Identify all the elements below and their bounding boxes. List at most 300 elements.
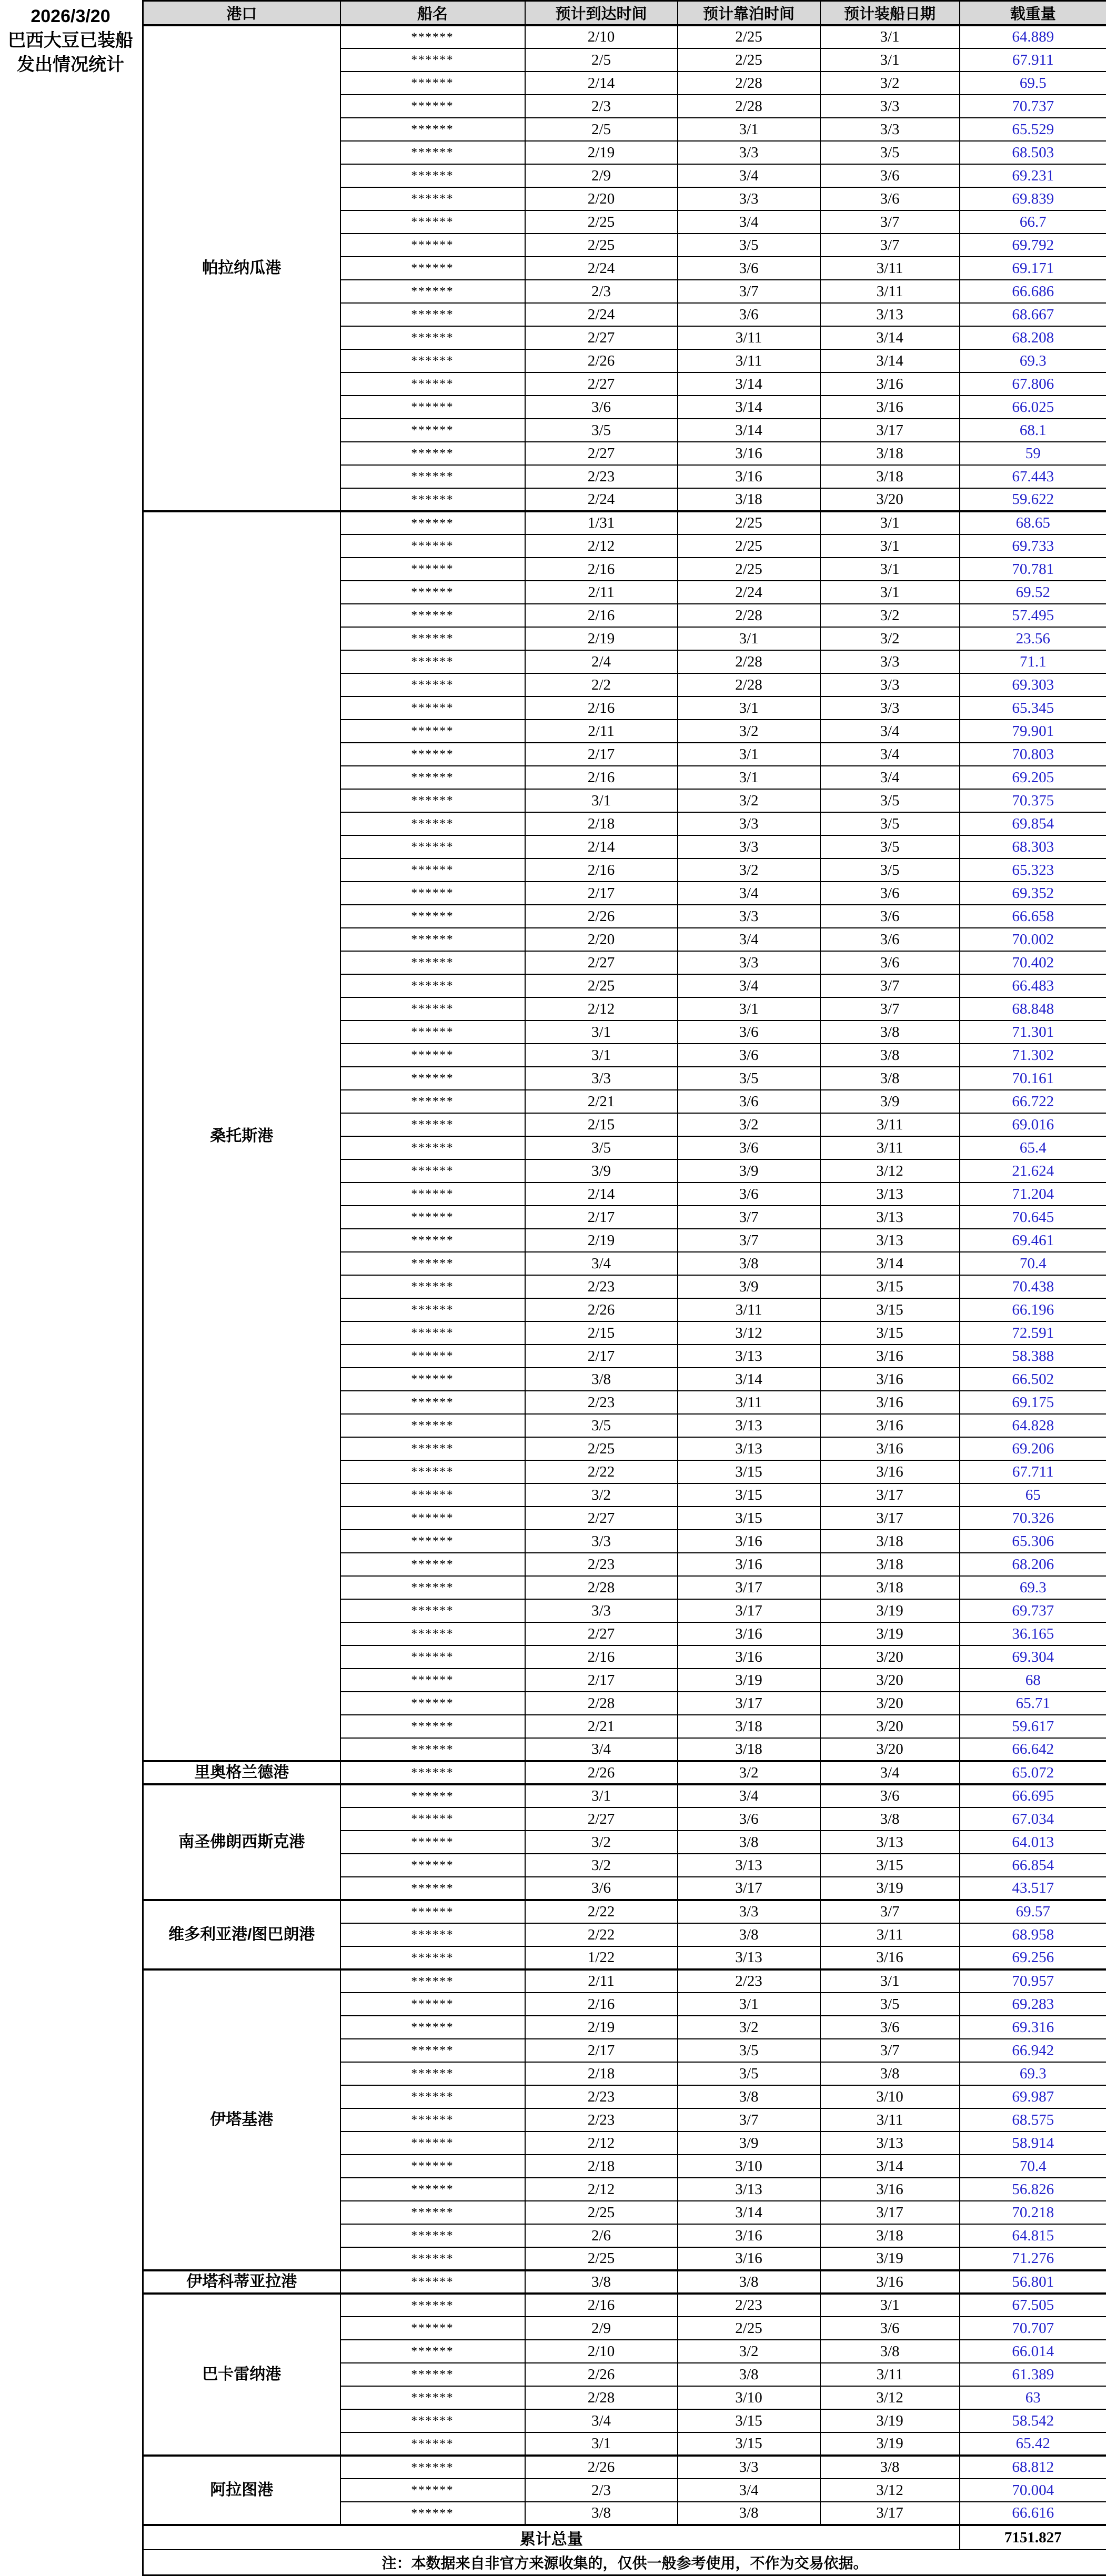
dwt-cell[interactable]: 67.911 xyxy=(960,48,1106,72)
load-date-cell[interactable]: 3/8 xyxy=(820,2062,960,2085)
eta-cell[interactable]: 2/27 xyxy=(525,326,678,349)
eta-cell[interactable]: 2/15 xyxy=(525,1321,678,1345)
berth-cell[interactable]: 3/3 xyxy=(678,951,820,974)
berth-cell[interactable]: 3/15 xyxy=(678,2432,820,2456)
berth-cell[interactable]: 2/25 xyxy=(678,2317,820,2340)
eta-cell[interactable]: 2/23 xyxy=(525,1275,678,1298)
berth-cell[interactable]: 3/9 xyxy=(678,1159,820,1183)
load-date-cell[interactable]: 3/5 xyxy=(820,141,960,164)
ship-name-cell[interactable]: ****** xyxy=(340,720,525,743)
ship-name-cell[interactable]: ****** xyxy=(340,2432,525,2456)
dwt-cell[interactable]: 72.591 xyxy=(960,1321,1106,1345)
eta-cell[interactable]: 3/4 xyxy=(525,1252,678,1275)
eta-cell[interactable]: 2/3 xyxy=(525,95,678,118)
dwt-cell[interactable]: 66.196 xyxy=(960,1298,1106,1321)
eta-cell[interactable]: 1/22 xyxy=(525,1946,678,1969)
load-date-cell[interactable]: 3/17 xyxy=(820,2201,960,2224)
ship-name-cell[interactable]: ****** xyxy=(340,1206,525,1229)
eta-cell[interactable]: 2/27 xyxy=(525,372,678,396)
eta-cell[interactable]: 2/27 xyxy=(525,1807,678,1831)
berth-cell[interactable]: 2/25 xyxy=(678,558,820,581)
ship-name-cell[interactable]: ****** xyxy=(340,1576,525,1599)
eta-cell[interactable]: 2/25 xyxy=(525,2201,678,2224)
eta-cell[interactable]: 2/24 xyxy=(525,257,678,280)
dwt-cell[interactable]: 56.826 xyxy=(960,2178,1106,2201)
load-date-cell[interactable]: 3/7 xyxy=(820,2039,960,2062)
berth-cell[interactable]: 3/14 xyxy=(678,396,820,419)
eta-cell[interactable]: 2/19 xyxy=(525,141,678,164)
ship-name-cell[interactable]: ****** xyxy=(340,349,525,372)
load-date-cell[interactable]: 3/3 xyxy=(820,95,960,118)
dwt-cell[interactable]: 69.352 xyxy=(960,882,1106,905)
eta-cell[interactable]: 3/9 xyxy=(525,1159,678,1183)
berth-cell[interactable]: 3/8 xyxy=(678,2270,820,2294)
berth-cell[interactable]: 3/4 xyxy=(678,210,820,234)
ship-name-cell[interactable]: ****** xyxy=(340,1113,525,1136)
dwt-cell[interactable]: 69.206 xyxy=(960,1437,1106,1460)
eta-cell[interactable]: 2/16 xyxy=(525,1645,678,1669)
col-header-dwt[interactable]: 载重量 xyxy=(960,1,1106,26)
load-date-cell[interactable]: 3/5 xyxy=(820,1993,960,2016)
dwt-cell[interactable]: 69.171 xyxy=(960,257,1106,280)
ship-name-cell[interactable]: ****** xyxy=(340,2317,525,2340)
port-cell[interactable]: 巴卡雷纳港 xyxy=(143,2294,340,2456)
eta-cell[interactable]: 2/17 xyxy=(525,2039,678,2062)
load-date-cell[interactable]: 3/1 xyxy=(820,48,960,72)
ship-name-cell[interactable]: ****** xyxy=(340,766,525,789)
load-date-cell[interactable]: 3/20 xyxy=(820,1715,960,1738)
berth-cell[interactable]: 3/3 xyxy=(678,835,820,858)
berth-cell[interactable]: 3/2 xyxy=(678,2016,820,2039)
dwt-cell[interactable]: 69.256 xyxy=(960,1946,1106,1969)
ship-name-cell[interactable]: ****** xyxy=(340,419,525,442)
dwt-cell[interactable]: 70.803 xyxy=(960,743,1106,766)
eta-cell[interactable]: 2/27 xyxy=(525,1622,678,1645)
load-date-cell[interactable]: 3/11 xyxy=(820,1923,960,1946)
berth-cell[interactable]: 3/7 xyxy=(678,1206,820,1229)
eta-cell[interactable]: 2/28 xyxy=(525,2386,678,2409)
berth-cell[interactable]: 2/25 xyxy=(678,48,820,72)
dwt-cell[interactable]: 64.889 xyxy=(960,25,1106,48)
ship-name-cell[interactable]: ****** xyxy=(340,118,525,141)
load-date-cell[interactable]: 3/20 xyxy=(820,1692,960,1715)
eta-cell[interactable]: 2/22 xyxy=(525,1900,678,1923)
col-header-ship[interactable]: 船名 xyxy=(340,1,525,26)
eta-cell[interactable]: 2/18 xyxy=(525,812,678,835)
load-date-cell[interactable]: 3/20 xyxy=(820,1669,960,1692)
ship-name-cell[interactable]: ****** xyxy=(340,1923,525,1946)
berth-cell[interactable]: 3/5 xyxy=(678,1067,820,1090)
berth-cell[interactable]: 3/16 xyxy=(678,442,820,465)
dwt-cell[interactable]: 65.323 xyxy=(960,858,1106,882)
load-date-cell[interactable]: 3/16 xyxy=(820,2178,960,2201)
berth-cell[interactable]: 3/6 xyxy=(678,257,820,280)
ship-name-cell[interactable]: ****** xyxy=(340,2178,525,2201)
dwt-cell[interactable]: 69.792 xyxy=(960,234,1106,257)
ship-name-cell[interactable]: ****** xyxy=(340,1090,525,1113)
berth-cell[interactable]: 3/3 xyxy=(678,812,820,835)
berth-cell[interactable]: 3/4 xyxy=(678,2479,820,2502)
load-date-cell[interactable]: 3/19 xyxy=(820,2247,960,2270)
load-date-cell[interactable]: 3/8 xyxy=(820,1044,960,1067)
berth-cell[interactable]: 3/15 xyxy=(678,2409,820,2432)
dwt-cell[interactable]: 70.4 xyxy=(960,1252,1106,1275)
ship-name-cell[interactable]: ****** xyxy=(340,2131,525,2155)
ship-name-cell[interactable]: ****** xyxy=(340,2479,525,2502)
ship-name-cell[interactable]: ****** xyxy=(340,696,525,720)
ship-name-cell[interactable]: ****** xyxy=(340,1807,525,1831)
berth-cell[interactable]: 3/8 xyxy=(678,1831,820,1854)
berth-cell[interactable]: 3/6 xyxy=(678,1183,820,1206)
ship-name-cell[interactable]: ****** xyxy=(340,882,525,905)
berth-cell[interactable]: 3/16 xyxy=(678,2224,820,2247)
eta-cell[interactable]: 2/19 xyxy=(525,1229,678,1252)
ship-name-cell[interactable]: ****** xyxy=(340,1969,525,1993)
load-date-cell[interactable]: 3/19 xyxy=(820,2432,960,2456)
load-date-cell[interactable]: 3/11 xyxy=(820,2108,960,2131)
port-cell[interactable]: 桑托斯港 xyxy=(143,511,340,1761)
dwt-cell[interactable]: 67.443 xyxy=(960,465,1106,488)
ship-name-cell[interactable]: ****** xyxy=(340,1298,525,1321)
load-date-cell[interactable]: 3/1 xyxy=(820,511,960,534)
eta-cell[interactable]: 2/16 xyxy=(525,858,678,882)
berth-cell[interactable]: 3/18 xyxy=(678,1715,820,1738)
ship-name-cell[interactable]: ****** xyxy=(340,789,525,812)
dwt-cell[interactable]: 66.658 xyxy=(960,905,1106,928)
ship-name-cell[interactable]: ****** xyxy=(340,1854,525,1877)
dwt-cell[interactable]: 64.815 xyxy=(960,2224,1106,2247)
berth-cell[interactable]: 2/25 xyxy=(678,534,820,558)
ship-name-cell[interactable]: ****** xyxy=(340,2016,525,2039)
ship-name-cell[interactable]: ****** xyxy=(340,1622,525,1645)
dwt-cell[interactable]: 69.205 xyxy=(960,766,1106,789)
eta-cell[interactable]: 3/1 xyxy=(525,2432,678,2456)
dwt-cell[interactable]: 66.483 xyxy=(960,974,1106,997)
load-date-cell[interactable]: 3/3 xyxy=(820,118,960,141)
col-header-load-date[interactable]: 预计装船日期 xyxy=(820,1,960,26)
ship-name-cell[interactable]: ****** xyxy=(340,1877,525,1900)
load-date-cell[interactable]: 3/7 xyxy=(820,974,960,997)
dwt-cell[interactable]: 69.016 xyxy=(960,1113,1106,1136)
dwt-cell[interactable]: 66.695 xyxy=(960,1784,1106,1807)
berth-cell[interactable]: 3/12 xyxy=(678,1321,820,1345)
eta-cell[interactable]: 2/11 xyxy=(525,581,678,604)
load-date-cell[interactable]: 3/8 xyxy=(820,1067,960,1090)
berth-cell[interactable]: 3/13 xyxy=(678,1854,820,1877)
load-date-cell[interactable]: 3/19 xyxy=(820,1622,960,1645)
load-date-cell[interactable]: 3/12 xyxy=(820,2386,960,2409)
load-date-cell[interactable]: 3/16 xyxy=(820,1946,960,1969)
eta-cell[interactable]: 2/22 xyxy=(525,1460,678,1483)
ship-name-cell[interactable]: ****** xyxy=(340,210,525,234)
eta-cell[interactable]: 2/28 xyxy=(525,1692,678,1715)
port-cell[interactable]: 伊塔基港 xyxy=(143,1969,340,2270)
load-date-cell[interactable]: 3/6 xyxy=(820,951,960,974)
eta-cell[interactable]: 3/1 xyxy=(525,1784,678,1807)
berth-cell[interactable]: 3/2 xyxy=(678,858,820,882)
ship-name-cell[interactable]: ****** xyxy=(340,257,525,280)
dwt-cell[interactable]: 71.302 xyxy=(960,1044,1106,1067)
load-date-cell[interactable]: 3/7 xyxy=(820,210,960,234)
berth-cell[interactable]: 2/24 xyxy=(678,581,820,604)
load-date-cell[interactable]: 3/11 xyxy=(820,280,960,303)
dwt-cell[interactable]: 69.3 xyxy=(960,2062,1106,2085)
berth-cell[interactable]: 3/1 xyxy=(678,118,820,141)
berth-cell[interactable]: 3/15 xyxy=(678,1460,820,1483)
dwt-cell[interactable]: 70.781 xyxy=(960,558,1106,581)
load-date-cell[interactable]: 3/6 xyxy=(820,2317,960,2340)
berth-cell[interactable]: 3/17 xyxy=(678,1692,820,1715)
load-date-cell[interactable]: 3/6 xyxy=(820,928,960,951)
col-header-port[interactable]: 港口 xyxy=(143,1,340,26)
dwt-cell[interactable]: 69.461 xyxy=(960,1229,1106,1252)
berth-cell[interactable]: 3/1 xyxy=(678,743,820,766)
berth-cell[interactable]: 2/28 xyxy=(678,95,820,118)
port-cell[interactable]: 里奥格兰德港 xyxy=(143,1761,340,1784)
ship-name-cell[interactable]: ****** xyxy=(340,1715,525,1738)
dwt-cell[interactable]: 70.002 xyxy=(960,928,1106,951)
dwt-cell[interactable]: 58.914 xyxy=(960,2131,1106,2155)
dwt-cell[interactable]: 70.4 xyxy=(960,2155,1106,2178)
berth-cell[interactable]: 3/2 xyxy=(678,789,820,812)
load-date-cell[interactable]: 3/8 xyxy=(820,2456,960,2479)
dwt-cell[interactable]: 57.495 xyxy=(960,604,1106,627)
dwt-cell[interactable]: 66.722 xyxy=(960,1090,1106,1113)
eta-cell[interactable]: 2/4 xyxy=(525,650,678,673)
ship-name-cell[interactable]: ****** xyxy=(340,1946,525,1969)
load-date-cell[interactable]: 3/1 xyxy=(820,2294,960,2317)
load-date-cell[interactable]: 3/16 xyxy=(820,1391,960,1414)
load-date-cell[interactable]: 3/18 xyxy=(820,1576,960,1599)
dwt-cell[interactable]: 68.667 xyxy=(960,303,1106,326)
dwt-cell[interactable]: 59.617 xyxy=(960,1715,1106,1738)
load-date-cell[interactable]: 3/1 xyxy=(820,25,960,48)
dwt-cell[interactable]: 68.303 xyxy=(960,835,1106,858)
ship-name-cell[interactable]: ****** xyxy=(340,2409,525,2432)
load-date-cell[interactable]: 3/6 xyxy=(820,164,960,187)
eta-cell[interactable]: 2/19 xyxy=(525,627,678,650)
eta-cell[interactable]: 3/3 xyxy=(525,1530,678,1553)
load-date-cell[interactable]: 3/16 xyxy=(820,1345,960,1368)
berth-cell[interactable]: 3/11 xyxy=(678,349,820,372)
ship-name-cell[interactable]: ****** xyxy=(340,1159,525,1183)
load-date-cell[interactable]: 3/4 xyxy=(820,743,960,766)
ship-name-cell[interactable]: ****** xyxy=(340,1044,525,1067)
dwt-cell[interactable]: 69.303 xyxy=(960,673,1106,696)
dwt-cell[interactable]: 69.733 xyxy=(960,534,1106,558)
load-date-cell[interactable]: 3/9 xyxy=(820,1090,960,1113)
dwt-cell[interactable]: 66.014 xyxy=(960,2340,1106,2363)
eta-cell[interactable]: 2/16 xyxy=(525,2294,678,2317)
eta-cell[interactable]: 2/12 xyxy=(525,997,678,1021)
load-date-cell[interactable]: 3/6 xyxy=(820,187,960,210)
dwt-cell[interactable]: 58.542 xyxy=(960,2409,1106,2432)
berth-cell[interactable]: 3/1 xyxy=(678,696,820,720)
dwt-cell[interactable]: 69.316 xyxy=(960,2016,1106,2039)
eta-cell[interactable]: 2/17 xyxy=(525,1669,678,1692)
dwt-cell[interactable]: 68.208 xyxy=(960,326,1106,349)
eta-cell[interactable]: 2/6 xyxy=(525,2224,678,2247)
dwt-cell[interactable]: 70.326 xyxy=(960,1507,1106,1530)
load-date-cell[interactable]: 3/8 xyxy=(820,1021,960,1044)
berth-cell[interactable]: 3/15 xyxy=(678,1483,820,1507)
load-date-cell[interactable]: 3/5 xyxy=(820,858,960,882)
eta-cell[interactable]: 3/4 xyxy=(525,1738,678,1761)
dwt-cell[interactable]: 69.52 xyxy=(960,581,1106,604)
ship-name-cell[interactable]: ****** xyxy=(340,858,525,882)
dwt-cell[interactable]: 70.707 xyxy=(960,2317,1106,2340)
load-date-cell[interactable]: 3/13 xyxy=(820,303,960,326)
ship-name-cell[interactable]: ****** xyxy=(340,2201,525,2224)
ship-name-cell[interactable]: ****** xyxy=(340,1391,525,1414)
load-date-cell[interactable]: 3/5 xyxy=(820,812,960,835)
ship-name-cell[interactable]: ****** xyxy=(340,1900,525,1923)
eta-cell[interactable]: 2/28 xyxy=(525,1576,678,1599)
eta-cell[interactable]: 3/5 xyxy=(525,1414,678,1437)
eta-cell[interactable]: 3/3 xyxy=(525,1599,678,1622)
load-date-cell[interactable]: 3/4 xyxy=(820,1761,960,1784)
eta-cell[interactable]: 2/10 xyxy=(525,2340,678,2363)
load-date-cell[interactable]: 3/20 xyxy=(820,488,960,511)
eta-cell[interactable]: 2/25 xyxy=(525,234,678,257)
dwt-cell[interactable]: 64.828 xyxy=(960,1414,1106,1437)
eta-cell[interactable]: 2/27 xyxy=(525,442,678,465)
eta-cell[interactable]: 3/1 xyxy=(525,1021,678,1044)
dwt-cell[interactable]: 69.5 xyxy=(960,72,1106,95)
dwt-cell[interactable]: 69.57 xyxy=(960,1900,1106,1923)
eta-cell[interactable]: 2/14 xyxy=(525,72,678,95)
eta-cell[interactable]: 2/5 xyxy=(525,48,678,72)
load-date-cell[interactable]: 3/17 xyxy=(820,2502,960,2525)
dwt-cell[interactable]: 66.616 xyxy=(960,2502,1106,2525)
dwt-cell[interactable]: 66.7 xyxy=(960,210,1106,234)
eta-cell[interactable]: 2/17 xyxy=(525,882,678,905)
berth-cell[interactable]: 3/8 xyxy=(678,1252,820,1275)
eta-cell[interactable]: 3/1 xyxy=(525,789,678,812)
dwt-cell[interactable]: 23.56 xyxy=(960,627,1106,650)
ship-name-cell[interactable]: ****** xyxy=(340,928,525,951)
ship-name-cell[interactable]: ****** xyxy=(340,1021,525,1044)
load-date-cell[interactable]: 3/3 xyxy=(820,650,960,673)
eta-cell[interactable]: 2/26 xyxy=(525,1761,678,1784)
load-date-cell[interactable]: 3/16 xyxy=(820,1414,960,1437)
eta-cell[interactable]: 2/14 xyxy=(525,835,678,858)
berth-cell[interactable]: 3/6 xyxy=(678,1090,820,1113)
dwt-cell[interactable]: 64.013 xyxy=(960,1831,1106,1854)
port-cell[interactable]: 维多利亚港/图巴朗港 xyxy=(143,1900,340,1969)
berth-cell[interactable]: 3/11 xyxy=(678,1298,820,1321)
col-header-eta[interactable]: 预计到达时间 xyxy=(525,1,678,26)
berth-cell[interactable]: 3/11 xyxy=(678,326,820,349)
ship-name-cell[interactable]: ****** xyxy=(340,141,525,164)
dwt-cell[interactable]: 68.812 xyxy=(960,2456,1106,2479)
ship-name-cell[interactable]: ****** xyxy=(340,372,525,396)
ship-name-cell[interactable]: ****** xyxy=(340,650,525,673)
load-date-cell[interactable]: 3/12 xyxy=(820,1159,960,1183)
load-date-cell[interactable]: 3/2 xyxy=(820,627,960,650)
berth-cell[interactable]: 3/18 xyxy=(678,1738,820,1761)
dwt-cell[interactable]: 66.025 xyxy=(960,396,1106,419)
eta-cell[interactable]: 3/8 xyxy=(525,1368,678,1391)
eta-cell[interactable]: 2/26 xyxy=(525,2456,678,2479)
eta-cell[interactable]: 2/17 xyxy=(525,743,678,766)
berth-cell[interactable]: 3/4 xyxy=(678,1784,820,1807)
ship-name-cell[interactable]: ****** xyxy=(340,627,525,650)
load-date-cell[interactable]: 3/15 xyxy=(820,1298,960,1321)
eta-cell[interactable]: 2/25 xyxy=(525,2247,678,2270)
load-date-cell[interactable]: 3/16 xyxy=(820,2270,960,2294)
dwt-cell[interactable]: 65.71 xyxy=(960,1692,1106,1715)
load-date-cell[interactable]: 3/18 xyxy=(820,442,960,465)
dwt-cell[interactable]: 69.839 xyxy=(960,187,1106,210)
berth-cell[interactable]: 3/9 xyxy=(678,2131,820,2155)
load-date-cell[interactable]: 3/16 xyxy=(820,1437,960,1460)
ship-name-cell[interactable]: ****** xyxy=(340,1067,525,1090)
dwt-cell[interactable]: 68.575 xyxy=(960,2108,1106,2131)
dwt-cell[interactable]: 66.642 xyxy=(960,1738,1106,1761)
ship-name-cell[interactable]: ****** xyxy=(340,72,525,95)
berth-cell[interactable]: 3/2 xyxy=(678,1113,820,1136)
dwt-cell[interactable]: 69.175 xyxy=(960,1391,1106,1414)
berth-cell[interactable]: 3/9 xyxy=(678,1275,820,1298)
eta-cell[interactable]: 2/27 xyxy=(525,951,678,974)
berth-cell[interactable]: 3/6 xyxy=(678,1044,820,1067)
eta-cell[interactable]: 2/25 xyxy=(525,210,678,234)
berth-cell[interactable]: 3/11 xyxy=(678,1391,820,1414)
eta-cell[interactable]: 2/27 xyxy=(525,1507,678,1530)
dwt-cell[interactable]: 68.848 xyxy=(960,997,1106,1021)
load-date-cell[interactable]: 3/13 xyxy=(820,1206,960,1229)
ship-name-cell[interactable]: ****** xyxy=(340,48,525,72)
load-date-cell[interactable]: 3/2 xyxy=(820,604,960,627)
ship-name-cell[interactable]: ****** xyxy=(340,303,525,326)
berth-cell[interactable]: 3/16 xyxy=(678,1530,820,1553)
load-date-cell[interactable]: 3/6 xyxy=(820,1784,960,1807)
eta-cell[interactable]: 2/26 xyxy=(525,905,678,928)
berth-cell[interactable]: 3/10 xyxy=(678,2386,820,2409)
load-date-cell[interactable]: 3/20 xyxy=(820,1738,960,1761)
dwt-cell[interactable]: 36.165 xyxy=(960,1622,1106,1645)
ship-name-cell[interactable]: ****** xyxy=(340,812,525,835)
berth-cell[interactable]: 3/3 xyxy=(678,2456,820,2479)
dwt-cell[interactable]: 65.4 xyxy=(960,1136,1106,1159)
load-date-cell[interactable]: 3/19 xyxy=(820,2409,960,2432)
dwt-cell[interactable]: 66.686 xyxy=(960,280,1106,303)
berth-cell[interactable]: 3/3 xyxy=(678,141,820,164)
ship-name-cell[interactable]: ****** xyxy=(340,2108,525,2131)
ship-name-cell[interactable]: ****** xyxy=(340,396,525,419)
berth-cell[interactable]: 3/13 xyxy=(678,1345,820,1368)
eta-cell[interactable]: 2/23 xyxy=(525,1391,678,1414)
eta-cell[interactable]: 2/20 xyxy=(525,187,678,210)
berth-cell[interactable]: 3/7 xyxy=(678,1229,820,1252)
berth-cell[interactable]: 3/4 xyxy=(678,882,820,905)
eta-cell[interactable]: 2/24 xyxy=(525,303,678,326)
eta-cell[interactable]: 2/18 xyxy=(525,2155,678,2178)
eta-cell[interactable]: 2/21 xyxy=(525,1715,678,1738)
load-date-cell[interactable]: 3/7 xyxy=(820,997,960,1021)
berth-cell[interactable]: 3/4 xyxy=(678,928,820,951)
berth-cell[interactable]: 3/5 xyxy=(678,2062,820,2085)
dwt-cell[interactable]: 70.218 xyxy=(960,2201,1106,2224)
load-date-cell[interactable]: 3/11 xyxy=(820,2363,960,2386)
ship-name-cell[interactable]: ****** xyxy=(340,1275,525,1298)
eta-cell[interactable]: 2/12 xyxy=(525,2131,678,2155)
ship-name-cell[interactable]: ****** xyxy=(340,187,525,210)
ship-name-cell[interactable]: ****** xyxy=(340,835,525,858)
dwt-cell[interactable]: 69.3 xyxy=(960,1576,1106,1599)
berth-cell[interactable]: 3/2 xyxy=(678,720,820,743)
